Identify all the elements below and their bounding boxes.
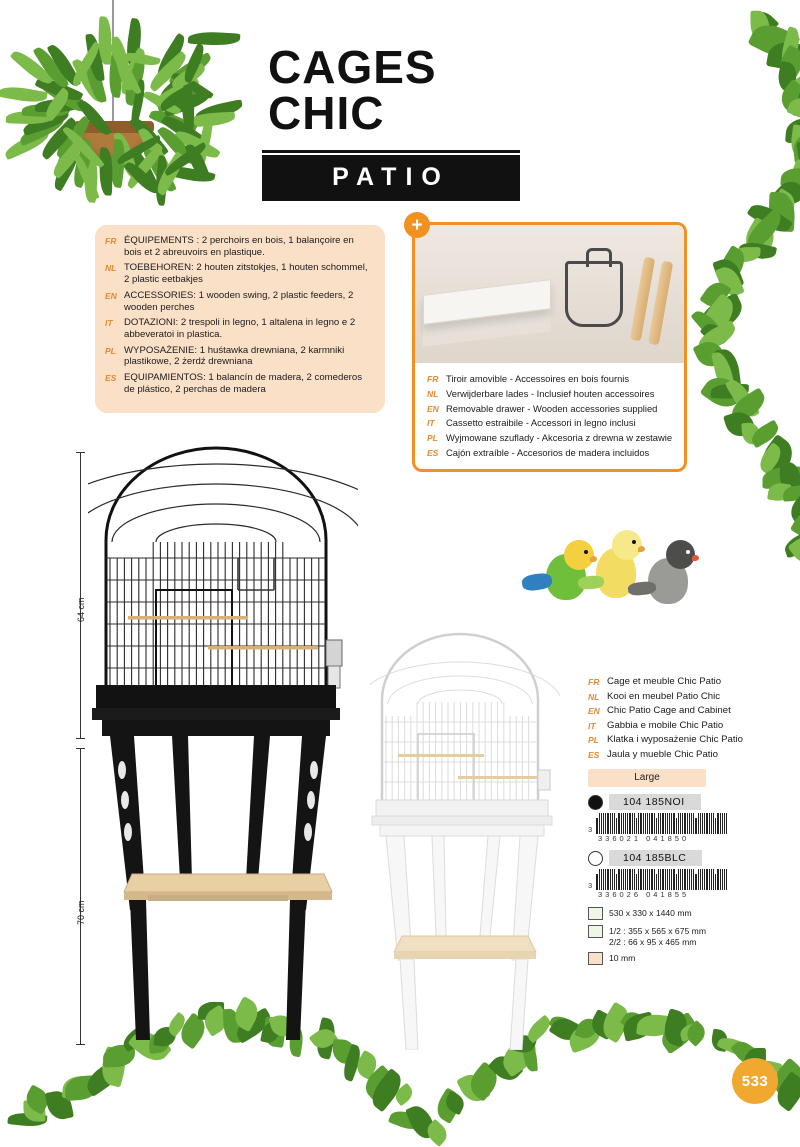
language-code: EN <box>427 403 439 414</box>
barcode-digits-line: 336021 041850 <box>598 834 690 843</box>
drawer-photo <box>415 225 684 363</box>
language-code: PL <box>105 345 116 356</box>
spec-text: 10 mm <box>609 953 636 963</box>
swatch-black <box>588 795 603 810</box>
plus-icon: + <box>404 212 430 238</box>
language-code: ES <box>427 447 439 458</box>
barcode <box>588 813 768 834</box>
language-line <box>105 345 373 368</box>
language-line <box>427 373 674 384</box>
leaf-shape <box>187 31 240 47</box>
language-text: Removable drawer - Wooden accessories supplied <box>446 402 658 414</box>
package-icon <box>588 925 603 938</box>
language-code: IT <box>588 720 596 731</box>
language-code: IT <box>105 318 113 329</box>
language-line <box>105 372 373 395</box>
language-line <box>588 705 768 717</box>
language-code: PL <box>588 735 599 745</box>
barcode <box>588 869 768 890</box>
cage-dimension-icon <box>588 907 603 920</box>
product-reference: 104 185NOI <box>609 794 701 810</box>
title-rule <box>262 150 520 153</box>
spec-row <box>588 925 768 947</box>
language-code: EN <box>588 706 600 716</box>
spec-row <box>588 952 768 965</box>
drawer-description-list <box>415 365 684 468</box>
language-code: FR <box>105 236 117 246</box>
spec-text: 1/2 : 355 x 565 x 675 mm <box>609 926 706 936</box>
language-line <box>427 417 674 428</box>
language-code: EN <box>105 290 117 301</box>
language-line <box>427 403 674 414</box>
language-text: ACCESSORIES: 1 wooden swing, 2 plastic feeders, 2 wooden perches <box>124 289 354 313</box>
language-line <box>588 676 768 688</box>
language-code: ES <box>588 749 600 760</box>
language-text: Wyjmowane szuflady - Akcesoria z drewna w zestawie <box>446 432 673 444</box>
drawer-feature-box <box>412 222 687 472</box>
language-line <box>427 432 674 443</box>
language-text: Cassetto estraibile - Accessori in legno inclusi <box>446 417 636 429</box>
language-line <box>427 388 674 399</box>
size-label: Large <box>588 769 706 787</box>
language-text: DOTAZIONI: 2 trespoli in legno, 1 altalena in legno e 2 abbeveratoi in plastica. <box>124 317 356 340</box>
language-line <box>588 749 768 761</box>
page-title-block <box>262 40 520 201</box>
language-line <box>588 691 768 703</box>
dimension-stand-height-label: 70 cm <box>76 900 86 925</box>
barcode-prefix: 3 <box>588 825 593 834</box>
language-code: IT <box>427 418 435 429</box>
spec-row <box>588 907 768 920</box>
bar-spacing-icon <box>588 952 603 965</box>
spec-text-group <box>609 952 635 963</box>
product-variant-row <box>588 850 768 866</box>
language-text: ÉQUIPEMENTS : 2 perchoirs en bois, 1 balançoire en bois et 2 abreuvoirs en plastique. <box>124 235 354 258</box>
language-line <box>105 235 373 258</box>
language-code: FR <box>588 677 600 687</box>
language-line <box>427 447 674 458</box>
language-text: TOEBEHOREN: 2 houten zitstokjes, 1 houten schommel, 2 plastic eetbakjes <box>124 262 368 286</box>
language-text: Tiroir amovible - Accessoires en bois fournis <box>446 373 630 384</box>
hanging-fern-decoration <box>0 0 220 230</box>
language-code: NL <box>588 691 600 702</box>
language-line <box>105 290 373 313</box>
language-text: Klatka i wyposażenie Chic Patio <box>607 734 743 745</box>
language-text: EQUIPAMIENTOS: 1 balancín de madera, 2 comederos de plástico, 2 perchas de madera <box>124 372 362 395</box>
language-text: Cajón extraíble - Accesorios de madera incluidos <box>446 446 650 458</box>
language-code: ES <box>105 373 117 384</box>
page-subtitle-banner <box>262 155 520 201</box>
swatch-white <box>588 851 603 866</box>
cage-black-illustration <box>88 440 358 1040</box>
language-line <box>588 720 768 732</box>
page-subtitle: PATIO <box>332 163 450 191</box>
barcode-digits-line: 336026 041855 <box>598 890 690 899</box>
page-title: CAGES CHIC <box>268 41 437 139</box>
barcode-bars <box>596 813 727 834</box>
equipment-info-box <box>95 225 385 413</box>
spec-text: 2/2 : 66 x 95 x 465 mm <box>609 937 697 947</box>
language-code: FR <box>427 374 439 384</box>
barcode-bars <box>596 869 727 890</box>
barcode-prefix: 3 <box>588 881 593 890</box>
page-number-badge: 533 <box>732 1058 778 1104</box>
language-text: Gabbia e mobile Chic Patio <box>607 719 724 731</box>
product-info <box>588 676 768 965</box>
language-text: WYPOSAŻENIE: 1 huśtawka drewniana, 2 karmniki plastikowe, 2 żerdź drewniana <box>124 344 345 368</box>
language-line <box>105 262 373 285</box>
dimension-cage-height-label: 64 cm <box>76 597 86 622</box>
birds-illustration <box>540 512 710 622</box>
cage-white-illustration <box>370 630 560 1050</box>
spec-text-group <box>609 907 692 918</box>
language-code: NL <box>105 263 117 274</box>
language-text: Jaula y mueble Chic Patio <box>607 748 718 760</box>
language-text: Kooi en meubel Patio Chic <box>607 690 721 702</box>
product-reference: 104 185BLC <box>609 850 702 866</box>
language-line <box>588 734 768 746</box>
wire-swing-icon <box>565 261 623 327</box>
spec-text: 530 x 330 x 1440 mm <box>609 908 692 918</box>
product-variant-row <box>588 794 768 810</box>
language-code: PL <box>427 433 438 444</box>
spec-text-group <box>609 925 706 947</box>
language-text: Cage et meuble Chic Patio <box>607 676 722 687</box>
language-line <box>105 317 373 340</box>
language-text: Chic Patio Cage and Cabinet <box>607 705 731 716</box>
language-text: Verwijderbare lades - Inclusief houten accessoires <box>446 387 655 399</box>
language-code: NL <box>427 388 439 399</box>
